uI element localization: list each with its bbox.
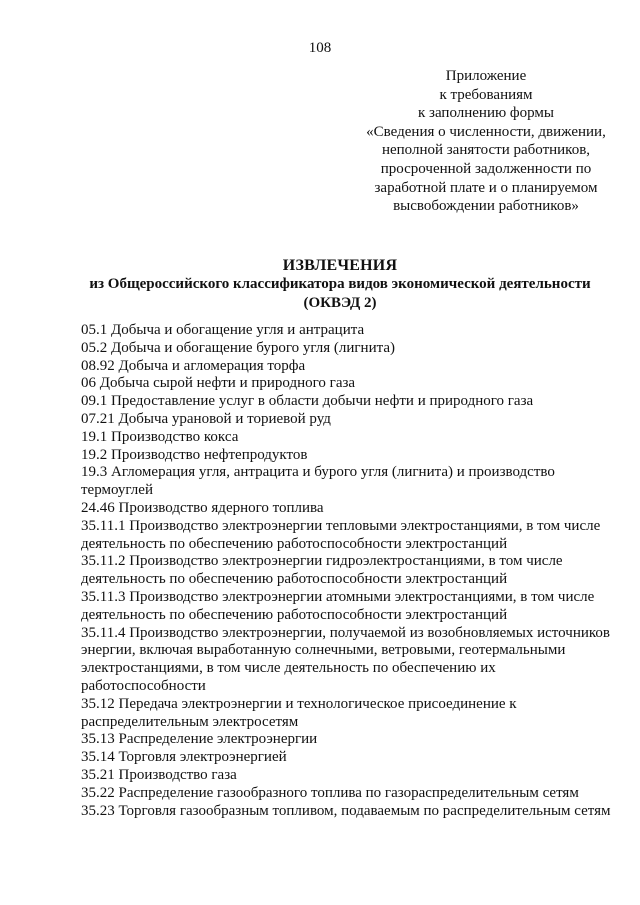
appendix-line: просроченной задолженности по [380,160,592,177]
list-item: 35.11.2 Производство электроэнергии гидроэлектростанциями, в том числе деятельность по обеспечению работоспособности электростанций [81,553,563,588]
list-item: 07.21 Добыча урановой и ториевой руд [81,410,331,427]
list-item: 09.1 Предоставление услуг в области добычи нефти и природного газа [81,393,534,410]
list-item: 05.2 Добыча и обогащение бурого угля (лигнита) [81,339,396,356]
appendix-line: заработной плате и о планируемом [374,179,598,196]
list-item: 05.1 Добыча и обогащение угля и антрацита [81,322,365,338]
heading-subtitle: из Общероссийского классификатора видов экономической деятельности [89,276,591,292]
list-item: 35.11.3 Производство электроэнергии атомными электростанциями, в том числе деятельность по обеспечению работоспособности электростанций [81,588,595,623]
appendix-line: к требованиям [439,86,533,103]
document-heading [40,256,640,313]
heading-code: (ОКВЭД 2) [303,295,377,311]
list-item: 19.1 Производство кокса [81,428,239,445]
appendix-line: неполной занятости работников, [381,142,591,159]
appendix-line: Приложение [445,68,527,84]
appendix-line: «Сведения о численности, движении, [366,123,606,140]
list-item: 06 Добыча сырой нефти и природного газа [81,375,356,392]
list-item: 35.11.4 Производство электроэнергии, получаемой из возобновляемых источников энергии, включая выработанную солнечными, ветровыми, геотермальными электростанциями, в том числе деятельность по обеспечению их работоспособности [81,624,610,694]
classifier-list [81,322,611,820]
appendix-line: высвобождении работников» [393,198,579,215]
list-item: 19.3 Агломерация угля, антрацита и бурого угля (лигнита) и производство термоуглей [81,464,555,499]
list-item: 35.22 Распределение газообразного топлива по газораспределительным сетям [81,784,579,801]
list-item: 35.12 Передача электроэнергии и технологическое присоединение к распределительным электросетям [81,695,517,730]
heading-title: ИЗВЛЕЧЕНИЯ [282,257,398,274]
page-number: 108 [308,40,332,56]
list-item: 35.21 Производство газа [81,766,237,783]
list-item: 19.2 Производство нефтепродуктов [81,446,308,463]
list-item: 35.14 Торговля электроэнергией [81,749,287,766]
list-item: 24.46 Производство ядерного топлива [81,499,324,516]
list-item: 35.23 Торговля газообразным топливом, подаваемым по распределительным сетям [81,802,611,819]
list-item: 35.11.1 Производство электроэнергии тепловыми электростанциями, в том числе деятельность по обеспечению работоспособности электростанций [81,517,601,552]
list-item: 35.13 Распределение электроэнергии [81,731,318,748]
appendix-note [346,67,626,216]
appendix-line: к заполнению формы [418,105,554,122]
list-item: 08.92 Добыча и агломерация торфа [81,357,306,374]
